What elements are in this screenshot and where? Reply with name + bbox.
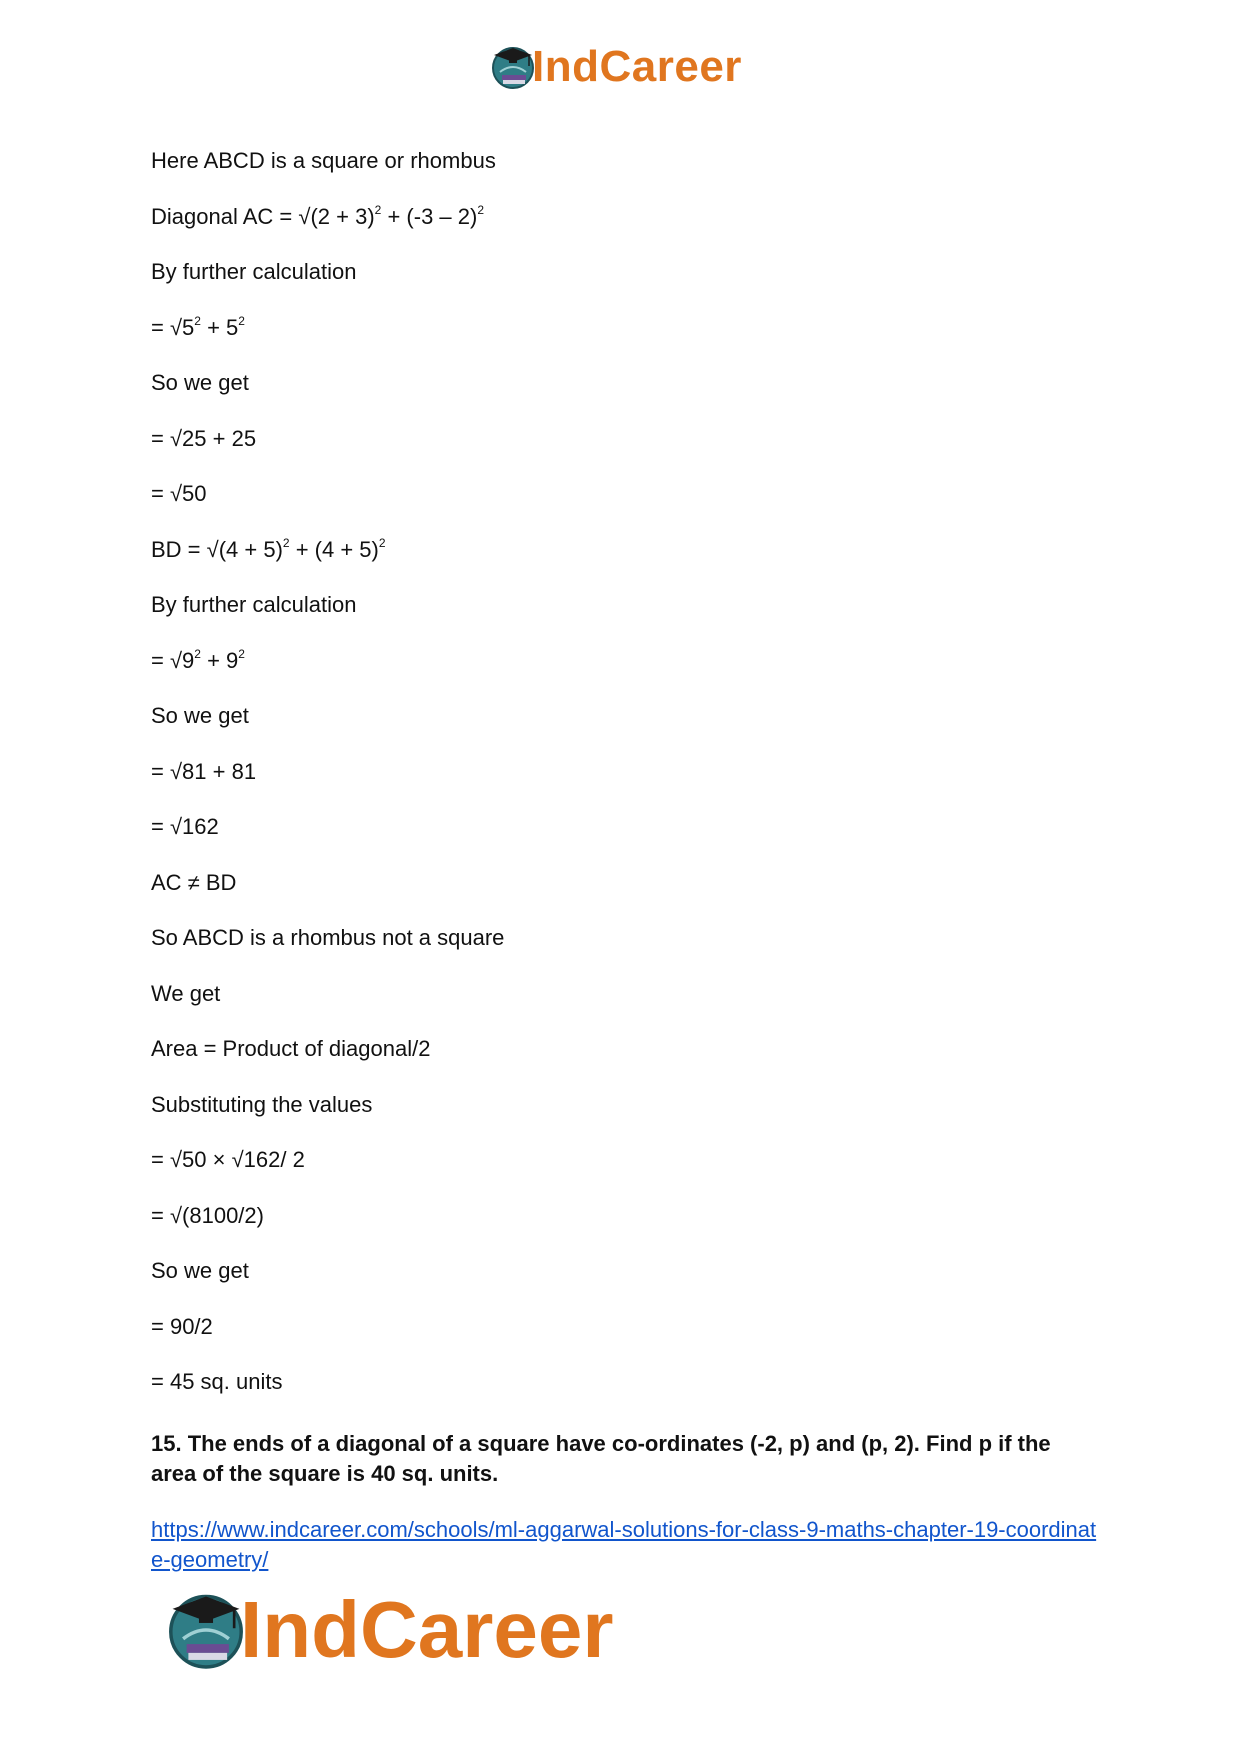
line-text: So we get <box>151 370 249 395</box>
line-text: Diagonal AC = √(2 + 3) <box>151 203 375 229</box>
line-text: = √50 <box>151 481 207 506</box>
line-text: = √(8100/2) <box>151 1202 264 1228</box>
line-text: By further calculation <box>151 259 357 284</box>
solution-line <box>151 204 484 230</box>
exponent: 2 <box>477 202 485 217</box>
source-link[interactable]: https://www.indcareer.com/schools/ml-aggarwal-solutions-for-class-9-maths-chapter-19-coordinate-geometry/ <box>151 1517 1097 1572</box>
exponent: 2 <box>238 646 245 661</box>
line-text: = 45 sq. units <box>151 1369 283 1394</box>
question-15: 15. The ends of a diagonal of a square have co-ordinates (-2, p) and (p, 2). Find p if the area of the square is 40 sq. units. <box>151 1431 1051 1486</box>
solution-line <box>151 592 356 618</box>
line-text: = √5 <box>151 314 195 340</box>
solution-line <box>151 148 496 174</box>
exponent: 2 <box>238 313 245 328</box>
solution-line <box>151 537 386 563</box>
line-text: By further calculation <box>151 592 357 617</box>
line-text: = √162 <box>151 814 219 839</box>
graduation-cap-globe-icon <box>162 1586 250 1674</box>
line-text: + 5 <box>200 314 239 340</box>
solution-line <box>151 648 245 674</box>
solution-line <box>151 315 245 341</box>
exponent: 2 <box>194 646 201 661</box>
line-text: AC ≠ BD <box>151 869 237 895</box>
solution-line <box>151 1036 430 1062</box>
line-text: Here ABCD is a square or rhombus <box>151 148 496 173</box>
line-text: = √50 × √162/ 2 <box>151 1147 305 1172</box>
solution-line <box>151 703 249 729</box>
solution-line <box>151 814 219 840</box>
solution-line <box>151 370 249 396</box>
graduation-cap-globe-icon <box>488 42 538 92</box>
exponent: 2 <box>378 535 386 550</box>
header-logo-text: IndCareer <box>532 42 742 91</box>
solution-line <box>151 1314 213 1340</box>
line-text: So we get <box>151 703 249 728</box>
footer-logo-text: IndCareer <box>240 1585 614 1674</box>
solution-line <box>151 759 256 785</box>
exponent: 2 <box>374 202 382 217</box>
solution-line <box>151 426 256 452</box>
solution-line <box>151 1258 249 1284</box>
line-text: = √81 + 81 <box>151 758 257 784</box>
solution-line <box>151 1147 305 1173</box>
line-text: Area = Product of diagonal/2 <box>151 1036 431 1061</box>
solution-line <box>151 259 356 285</box>
line-text: + (-3 – 2) <box>381 203 478 229</box>
line-text: = √9 <box>151 647 195 673</box>
solution-line <box>151 1092 372 1118</box>
line-text: So ABCD is a rhombus not a square <box>151 925 505 950</box>
solution-line <box>151 870 236 896</box>
solution-line <box>151 1203 264 1229</box>
solution-line <box>151 1369 282 1395</box>
exponent: 2 <box>282 535 290 550</box>
line-text: = √25 + 25 <box>151 425 257 451</box>
line-text: We get <box>151 980 221 1006</box>
line-text: BD = √(4 + 5) <box>151 536 283 562</box>
solution-line <box>151 981 220 1007</box>
exponent: 2 <box>194 313 201 328</box>
line-text: = 90/2 <box>151 1313 213 1339</box>
line-text: + (4 + 5) <box>289 536 379 562</box>
line-text: + 9 <box>200 647 239 673</box>
line-text: Substituting the values <box>151 1091 373 1117</box>
solution-line <box>151 925 504 951</box>
line-text: So we get <box>151 1258 249 1283</box>
header-logo <box>488 40 758 94</box>
solution-line <box>151 481 207 507</box>
footer-logo <box>162 1585 702 1675</box>
